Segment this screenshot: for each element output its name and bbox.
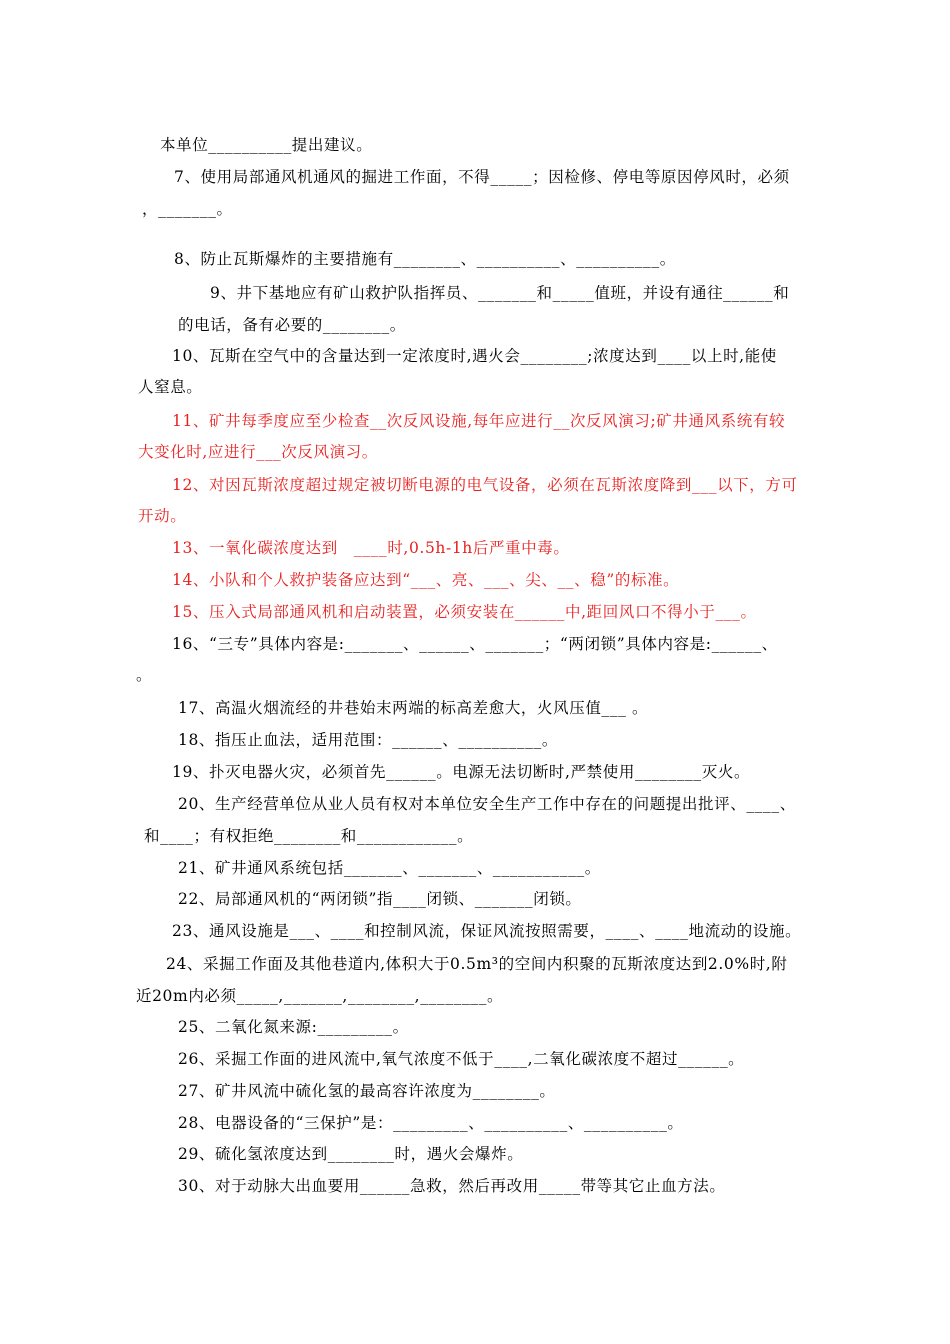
highlighted-line: 大变化时,应进行___次反风演习。 <box>138 443 378 461</box>
text-line: 20、生产经营单位从业人员有权对本单位安全生产工作中存在的问题提出批评、____、 <box>178 795 796 813</box>
text-line: ，_______。 <box>142 200 233 218</box>
highlighted-line: 14、小队和个人救护装备应达到“___、亮、___、尖、__、稳”的标准。 <box>172 571 680 589</box>
text-line: 7、使用局部通风机通风的掘进工作面，不得_____；因检修、停电等原因停风时，必须 <box>174 168 790 186</box>
text-line: 。 <box>136 666 153 684</box>
text-line: 17、高温火烟流经的井巷始末两端的标高差愈大，火风压值___ 。 <box>178 699 649 717</box>
text-line: 的电话，备有必要的________。 <box>178 316 406 334</box>
highlighted-line: 13、一氧化碳浓度达到 ____时,0.5h-1h后严重中毒。 <box>172 539 570 557</box>
text-line: 30、对于动脉大出血要用______急救，然后再改用_____带等其它止血方法。 <box>178 1177 726 1195</box>
text-line: 9、井下基地应有矿山救护队指挥员、_______和_____值班，并设有通往______和 <box>210 284 790 302</box>
text-line: 16、“三专”具体内容是:_______、______、_______；“两闭锁”具体内容是:______、 <box>172 635 778 653</box>
highlighted-line: 11、矿井每季度应至少检查__次反风设施,每年应进行__次反风演习;矿井通风系统有较 <box>172 412 786 430</box>
text-line: 10、瓦斯在空气中的含量达到一定浓度时,遇火会________;浓度达到____以上时,能使 <box>172 347 777 365</box>
text-line: 22、局部通风机的“两闭锁”指____闭锁、_______闭锁。 <box>178 890 582 908</box>
text-line: 28、电器设备的“三保护”是：_________、__________、__________。 <box>178 1114 684 1132</box>
text-line: 和____；有权拒绝________和____________。 <box>144 827 474 845</box>
text-line: 27、矿井风流中硫化氢的最高容许浓度为________。 <box>178 1082 556 1100</box>
text-line: 29、硫化氢浓度达到________时，遇火会爆炸。 <box>178 1145 524 1163</box>
text-line: 本单位__________提出建议。 <box>160 136 373 154</box>
text-line: 近20m内必须_____,_______,________,________。 <box>136 987 504 1005</box>
text-line: 23、通风设施是___、____和控制风流，保证风流按照需要，____、____地流动的设施。 <box>172 922 802 940</box>
text-line: 24、采掘工作面及其他巷道内,体积大于0.5m³的空间内积聚的瓦斯浓度达到2.0%时,附 <box>166 955 788 973</box>
text-line: 25、二氧化氮来源:_________。 <box>178 1018 409 1036</box>
text-line: 19、扑灭电器火灾，必须首先______。电源无法切断时,严禁使用________灭火。 <box>172 763 751 781</box>
text-line: 26、采掘工作面的进风流中,氧气浓度不低于____,二氧化碳浓度不超过______。 <box>178 1050 745 1068</box>
text-line: 18、指压止血法，适用范围：______、__________。 <box>178 731 558 749</box>
text-line: 8、防止瓦斯爆炸的主要措施有________、__________、__________。 <box>174 250 676 268</box>
highlighted-line: 12、对因瓦斯浓度超过规定被切断电源的电气设备，必须在瓦斯浓度降到___以下，方可 <box>172 476 798 494</box>
highlighted-line: 开动。 <box>138 507 187 525</box>
text-line: 人窒息。 <box>138 378 203 396</box>
highlighted-line: 15、压入式局部通风机和启动装置，必须安装在______中,距回风口不得小于___。 <box>172 603 757 621</box>
text-line: 21、矿井通风系统包括_______、_______、___________。 <box>178 859 601 877</box>
